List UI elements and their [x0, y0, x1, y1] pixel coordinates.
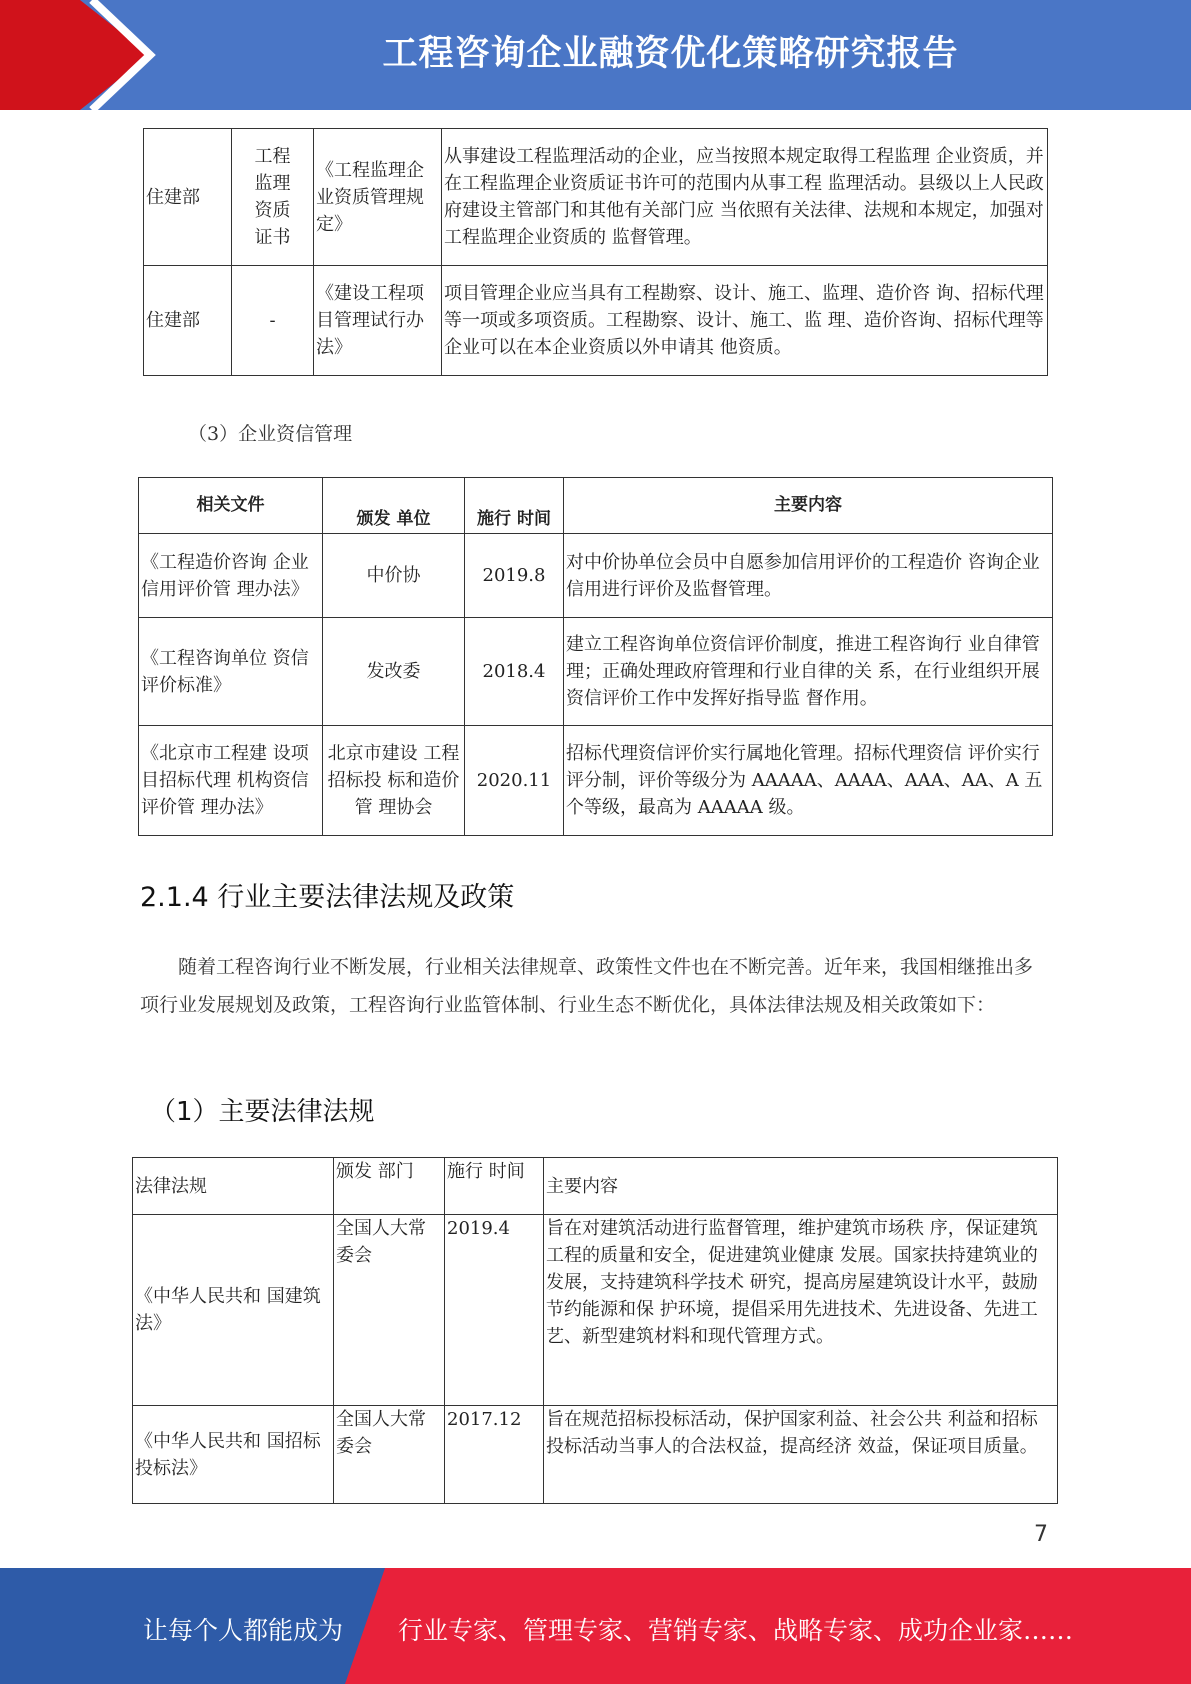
header-content: 主要内容	[544, 1158, 1058, 1215]
header-dept: 颁发 部门	[334, 1158, 445, 1215]
header-date: 施行 时间	[445, 1158, 544, 1215]
report-title: 工程咨询企业融资优化策略研究报告	[382, 34, 959, 74]
table-row	[139, 534, 1053, 618]
table-cell-date: 2020.11	[465, 726, 564, 836]
header-law: 法律法规	[133, 1158, 334, 1215]
table-cell-content: 招标代理资信评价实行属地化管理。招标代理资信 评价实行评分制，评价等级分为 AAAAA、AAAA、AAA、AA、A 五个等级，最高为 AAAAA 级。	[564, 726, 1053, 836]
header-issuer: 颁发 单位	[323, 478, 465, 534]
table-cell-content: 项目管理企业应当具有工程勘察、设计、施工、监理、造价咨 询、招标代理等一项或多项资质。工程勘察、设计、施工、监 理、造价咨询、招标代理等企业可以在本企业资质以外申请其 他资质。	[442, 266, 1048, 376]
subsection-heading: （1）主要法律法规	[150, 1097, 375, 1127]
table-cell-doc: 《工程造价咨询 企业信用评价管 理办法》	[139, 534, 323, 618]
table-row	[133, 1406, 1058, 1504]
table-cell-doc: 《工程监理企业资质管理规定》	[314, 129, 442, 266]
table-header-row	[139, 478, 1053, 534]
table-cell-doc: 《建设工程项目管理试行办法》	[314, 266, 442, 376]
table-caption: （3）企业资信管理	[188, 423, 353, 445]
table-cell-content: 建立工程咨询单位资信评价制度，推进工程咨询行 业自律管理；正确处理政府管理和行业自律的关 系，在行业组织开展资信评价工作中发挥好指导监 督作用。	[564, 618, 1053, 726]
table-cell-content: 从事建设工程监理活动的企业，应当按照本规定取得工程监理 企业资质，并在工程监理企业资质证书许可的范围内从事工程 监理活动。县级以上人民政府建设主管部门和其他有关部门应 当依照有关法律、法规和本规定，加强对工程监理企业资质的 监督管理。	[442, 129, 1048, 266]
table-row	[144, 266, 1048, 376]
page-header	[0, 0, 1191, 110]
table-cell-dept: 全国人大常委会	[334, 1215, 445, 1406]
table-cell-date: 2017.12	[445, 1406, 544, 1504]
table-cell-dept: 全国人大常委会	[334, 1406, 445, 1504]
section-heading: 2.1.4 行业主要法律法规及政策	[140, 882, 515, 913]
table-cell-law: 《中华人民共和 国建筑法》	[133, 1215, 334, 1406]
table-row	[133, 1215, 1058, 1406]
table-cell-dept: 住建部	[144, 266, 232, 376]
header-related-doc: 相关文件	[139, 478, 323, 534]
body-paragraph: 随着工程咨询行业不断发展，行业相关法律规章、政策性文件也在不断完善。近年来，我国相继推出多项行业发展规划及政策，工程咨询行业监管体制、行业生态不断优化，具体法律法规及相关政策如下：	[140, 956, 1034, 1016]
laws-table	[132, 1157, 1058, 1504]
table-cell-content: 旨在对建筑活动进行监督管理，维护建筑市场秩 序，保证建筑工程的质量和安全，促进建筑业健康 发展。国家扶持建筑业的发展，支持建筑科学技术 研究，提高房屋建筑设计水平，鼓励节约能源和保 护环境，提倡采用先进技术、先进设备、先进工 艺、新型建筑材料和现代管理方式。	[544, 1215, 1058, 1406]
table-cell-date: 2019.4	[445, 1215, 544, 1406]
table-cell-issuer: 中价协	[323, 534, 465, 618]
credit-management-table	[138, 477, 1053, 836]
table-cell-issuer: 北京市建设 工程招标投 标和造价管 理协会	[323, 726, 465, 836]
qualification-table	[143, 128, 1048, 376]
table-cell-dept: 住建部	[144, 129, 232, 266]
table-cell-date: 2018.4	[465, 618, 564, 726]
table-row	[139, 726, 1053, 836]
table-cell-law: 《中华人民共和 国招标投标法》	[133, 1406, 334, 1504]
table-cell-content: 旨在规范招标投标活动，保护国家利益、社会公共 利益和招标投标活动当事人的合法权益，提高经济 效益，保证项目质量。	[544, 1406, 1058, 1504]
table-cell-doc: 《工程咨询单位 资信评价标准》	[139, 618, 323, 726]
table-cell-date: 2019.8	[465, 534, 564, 618]
table-cell-cert: -	[232, 266, 314, 376]
footer-slogan-right: 行业专家、管理专家、营销专家、战略专家、成功企业家……	[398, 1616, 1074, 1645]
page-footer	[0, 1568, 1191, 1684]
footer-slogan-left: 让每个人都能成为	[143, 1616, 344, 1645]
header-date: 施行 时间	[465, 478, 564, 534]
header-content: 主要内容	[564, 478, 1053, 534]
table-cell-cert: 工程 监理 资质 证书	[232, 129, 314, 266]
table-row	[139, 618, 1053, 726]
table-cell-issuer: 发改委	[323, 618, 465, 726]
table-cell-content: 对中价协单位会员中自愿参加信用评价的工程造价 咨询企业信用进行评价及监督管理。	[564, 534, 1053, 618]
page-number: 7	[1034, 1522, 1048, 1547]
table-row	[144, 129, 1048, 266]
table-header-row	[133, 1158, 1058, 1215]
table-cell-doc: 《北京市工程建 设项目招标代理 机构资信评价管 理办法》	[139, 726, 323, 836]
